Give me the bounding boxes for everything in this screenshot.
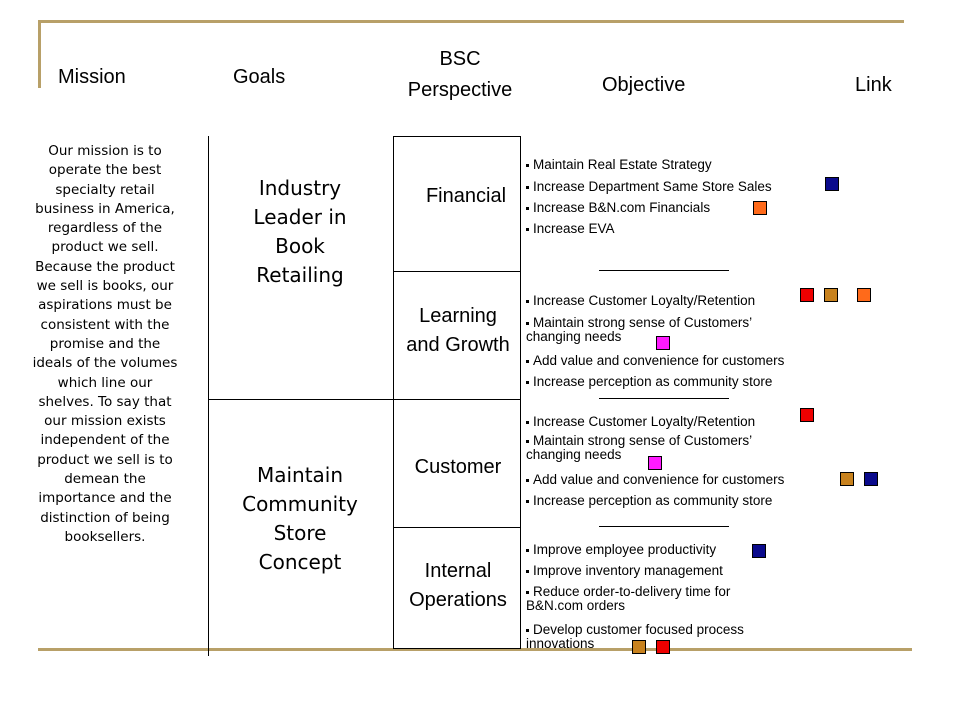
header-bsc-line2: Perspective xyxy=(407,79,513,101)
link-square-magenta xyxy=(648,456,662,470)
objective-item xyxy=(526,434,801,462)
perspective-customer-box xyxy=(393,400,521,528)
link-square-red xyxy=(656,640,670,654)
bullet-icon xyxy=(526,500,529,503)
link-square-navy xyxy=(825,177,839,191)
objective-item xyxy=(526,201,826,215)
frame-left-rule xyxy=(38,20,41,88)
frame-top-rule xyxy=(38,20,904,23)
objective-separator xyxy=(599,526,729,527)
link-square-brown xyxy=(824,288,838,302)
objective-text: Increase EVA xyxy=(533,221,615,236)
goal-community-store xyxy=(210,461,390,577)
objective-item xyxy=(526,585,781,613)
link-square-navy xyxy=(864,472,878,486)
link-square-magenta xyxy=(656,336,670,350)
objective-item xyxy=(526,415,826,429)
goal-line: Community xyxy=(242,492,358,516)
bullet-icon xyxy=(526,591,529,594)
objective-item xyxy=(526,543,826,557)
objective-separator xyxy=(599,270,729,271)
goal-industry-leader xyxy=(210,174,390,290)
perspective-financial-box xyxy=(393,136,521,272)
bullet-icon xyxy=(526,629,529,632)
bullet-icon xyxy=(526,479,529,482)
objective-item xyxy=(526,375,826,389)
header-bsc-perspective xyxy=(390,44,530,106)
goal-line: Store xyxy=(273,521,327,545)
link-square-brown xyxy=(840,472,854,486)
header-mission: Mission xyxy=(58,66,126,88)
objective-text: Increase Customer Loyalty/Retention xyxy=(533,293,756,308)
bullet-icon xyxy=(526,360,529,363)
goal-line: Leader in xyxy=(253,205,347,229)
objective-text: Increase B&N.com Financials xyxy=(533,200,711,215)
goal-line: Book xyxy=(275,234,325,258)
bullet-icon xyxy=(526,207,529,210)
perspective-line: Operations xyxy=(409,589,507,611)
link-square-orange xyxy=(753,201,767,215)
objective-text: Increase perception as community store xyxy=(533,493,773,508)
objective-text: Develop customer focused process innovations xyxy=(526,622,744,651)
perspective-line: and Growth xyxy=(406,334,510,356)
perspective-financial: Financial xyxy=(425,185,507,207)
objective-text: Maintain Real Estate Strategy xyxy=(533,157,712,172)
goal-line: Retailing xyxy=(256,263,344,287)
perspective-internal-box xyxy=(393,528,521,649)
header-bsc-line1: BSC xyxy=(439,48,481,70)
goal-line: Concept xyxy=(258,550,342,574)
bullet-icon xyxy=(526,421,529,424)
objective-text: Add value and convenience for customers xyxy=(533,472,785,487)
objective-text: Increase perception as community store xyxy=(533,374,773,389)
link-square-navy xyxy=(752,544,766,558)
bullet-icon xyxy=(526,570,529,573)
perspective-internal xyxy=(394,557,522,615)
goals-left-rule xyxy=(208,136,209,656)
objective-item xyxy=(526,473,826,487)
objective-text: Increase Department Same Store Sales xyxy=(533,179,772,194)
objective-item xyxy=(526,158,826,172)
objective-item xyxy=(526,294,826,308)
objective-item xyxy=(526,222,826,236)
mission-statement: Our mission is to operate the best specialty retail business in America, regardless of the product we sell. Because the product we sell is books, our aspirations must be consistent with the promise and the ideals of the volumes which line our shelves. To say that our mission exists independent of the product we sell is to demean the importance and the distinction of being booksellers. xyxy=(32,143,178,545)
goal-line: Industry xyxy=(258,176,342,200)
bullet-icon xyxy=(526,322,529,325)
perspective-learning-box xyxy=(393,272,521,400)
objective-item xyxy=(526,564,826,578)
link-square-orange xyxy=(857,288,871,302)
bullet-icon xyxy=(526,549,529,552)
perspective-learning xyxy=(394,302,522,360)
objective-item xyxy=(526,494,826,508)
perspective-customer: Customer xyxy=(414,456,502,478)
bullet-icon xyxy=(526,164,529,167)
objective-text: Add value and convenience for customers xyxy=(533,353,785,368)
objective-text: Improve inventory management xyxy=(533,563,723,578)
bullet-icon xyxy=(526,300,529,303)
objective-text: Improve employee productivity xyxy=(533,542,717,557)
objective-separator xyxy=(599,398,729,399)
header-link: Link xyxy=(855,74,892,96)
bullet-icon xyxy=(526,381,529,384)
objective-item xyxy=(526,180,826,194)
perspective-line: Learning xyxy=(419,305,497,327)
goals-divider xyxy=(208,399,394,400)
bullet-icon xyxy=(526,228,529,231)
bullet-icon xyxy=(526,440,529,443)
bullet-icon xyxy=(526,186,529,189)
header-goals: Goals xyxy=(233,66,286,88)
link-square-red xyxy=(800,288,814,302)
objective-text: Maintain strong sense of Customers’ changing needs xyxy=(526,433,752,462)
goal-line: Maintain xyxy=(256,463,344,487)
link-square-red xyxy=(800,408,814,422)
perspective-line: Internal xyxy=(424,560,492,582)
objective-text: Reduce order-to-delivery time for B&N.com orders xyxy=(526,584,731,613)
objective-text: Maintain strong sense of Customers’ changing needs xyxy=(526,315,752,344)
link-square-brown xyxy=(632,640,646,654)
objective-text: Increase Customer Loyalty/Retention xyxy=(533,414,756,429)
objective-item xyxy=(526,354,826,368)
header-objective: Objective xyxy=(602,74,686,96)
